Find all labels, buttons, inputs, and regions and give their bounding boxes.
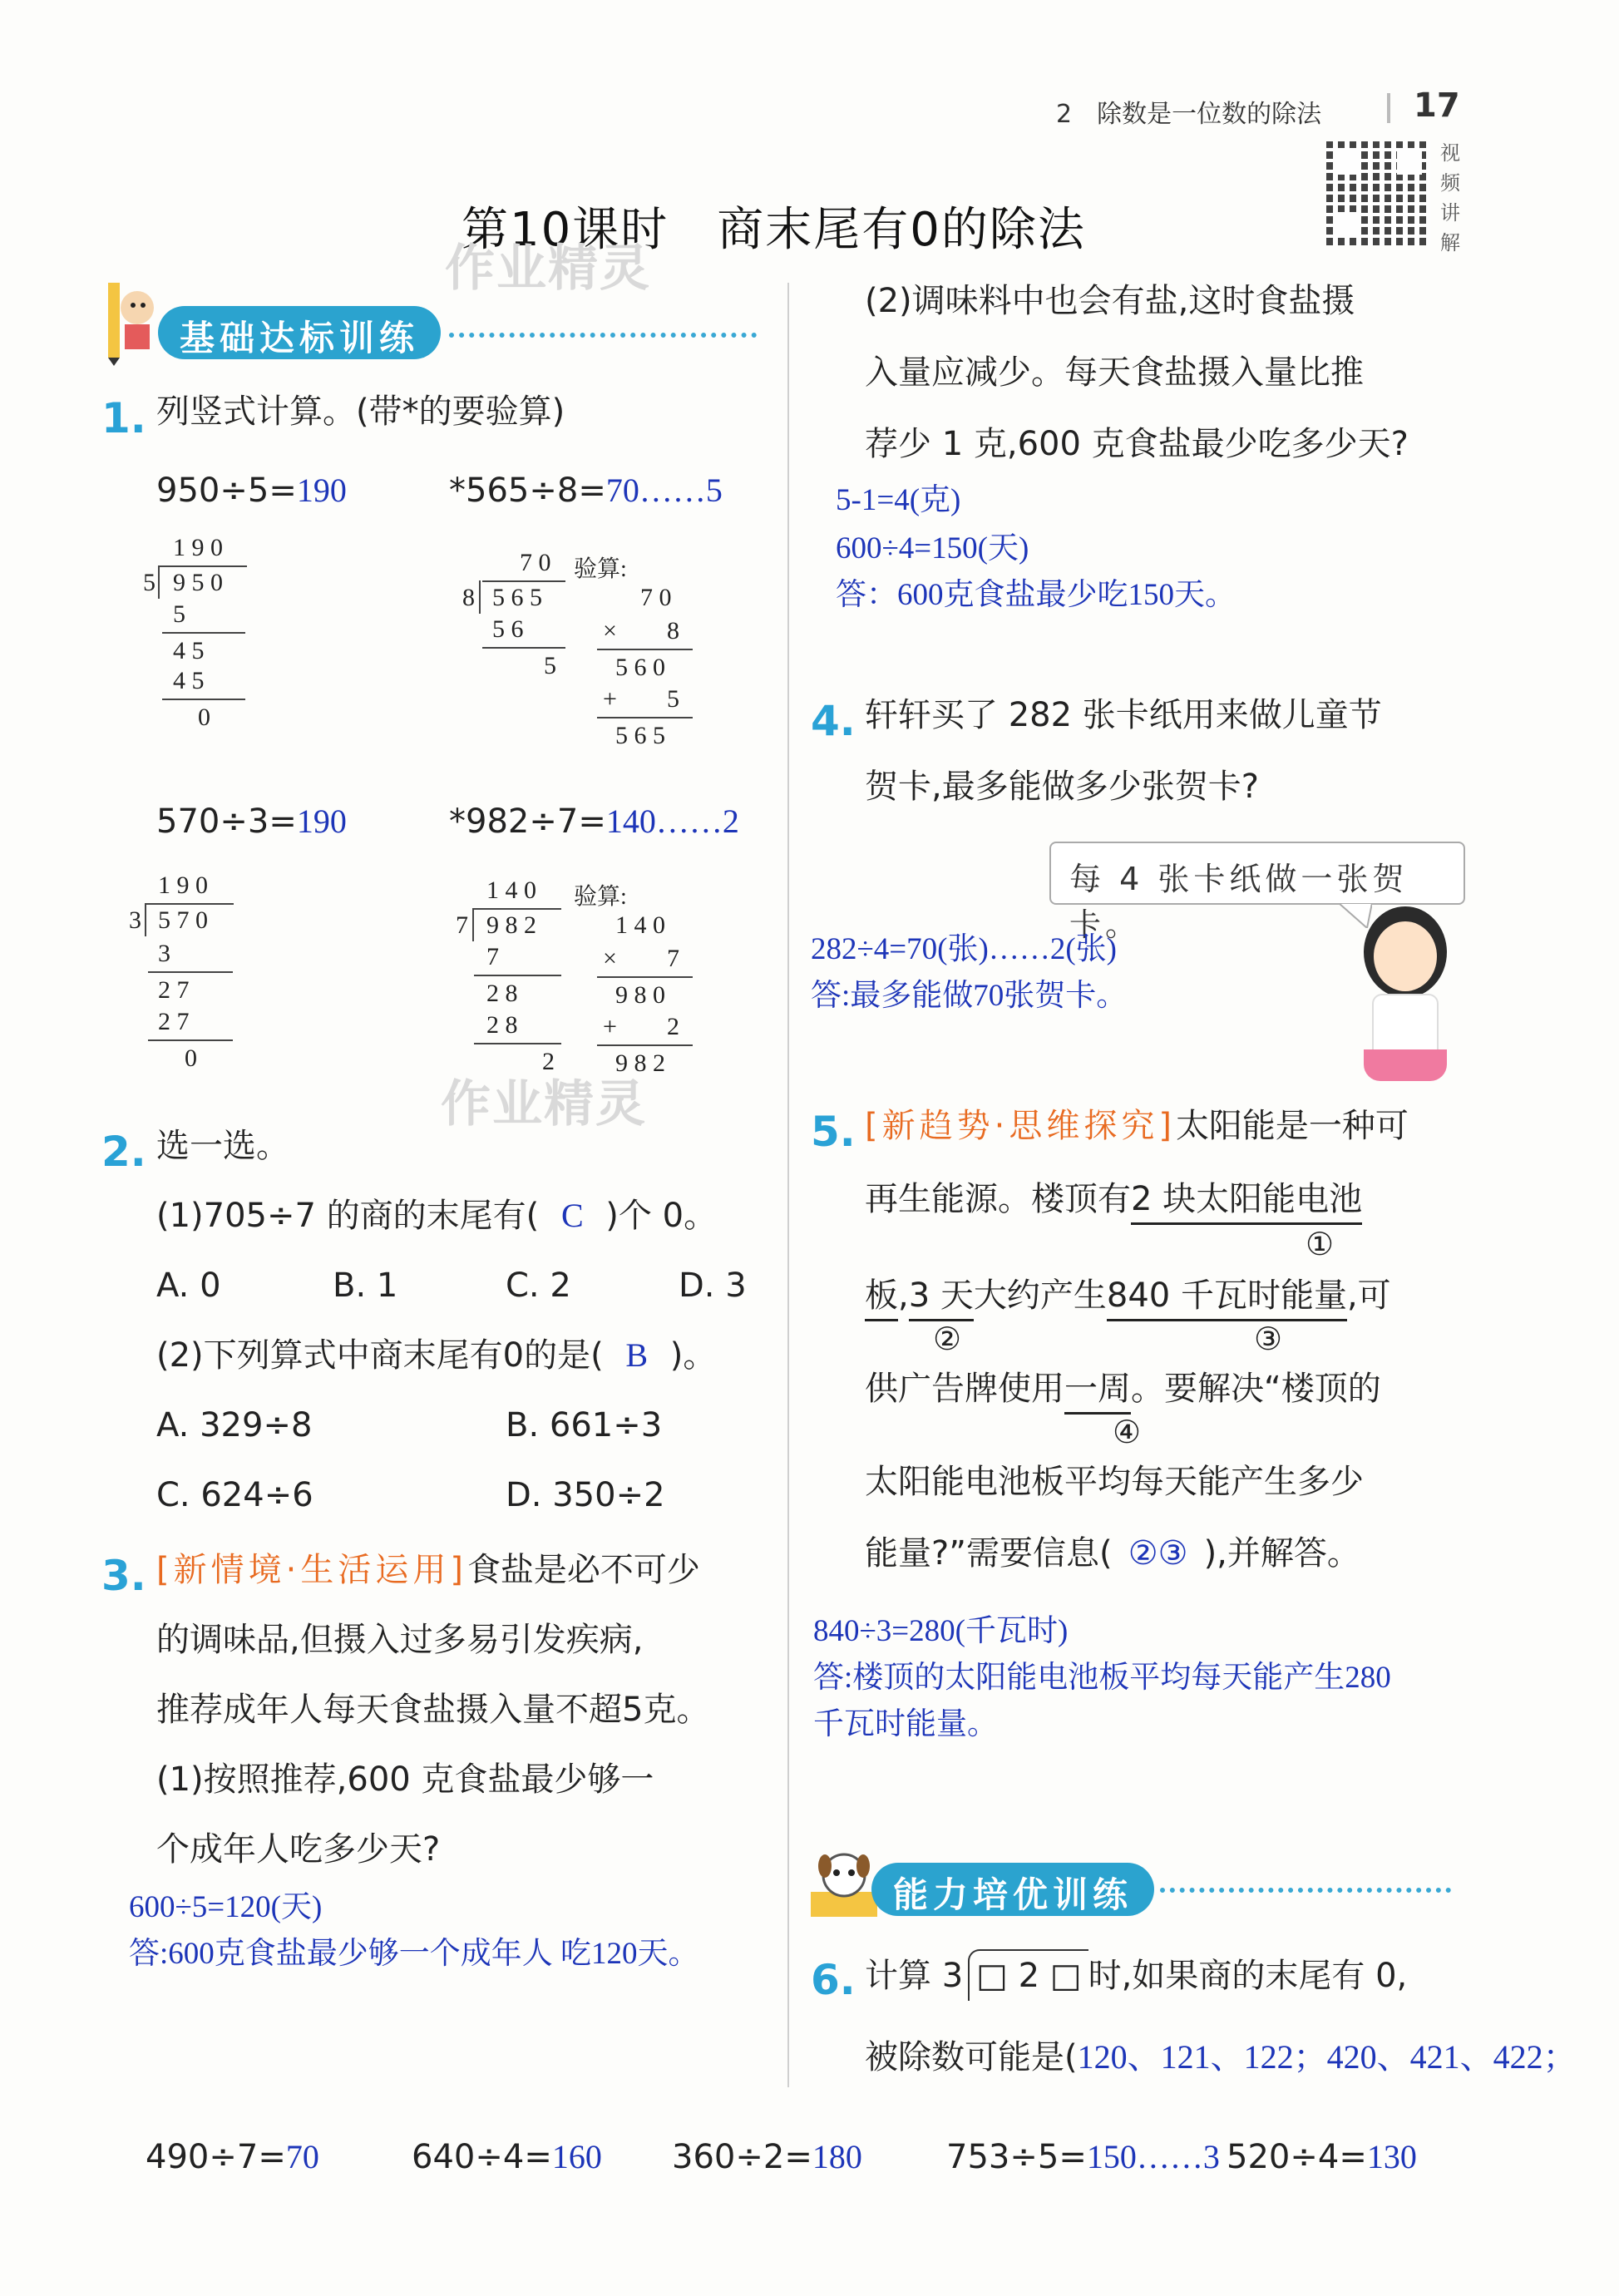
circled-number: ④ xyxy=(1113,1414,1142,1450)
choice-option: C. 2 xyxy=(506,1267,571,1305)
circled-number: ① xyxy=(1306,1226,1335,1262)
question-text: 入量应减少。每天食盐摄入量比推 xyxy=(865,353,1364,392)
circled-number: ② xyxy=(933,1321,962,1357)
choice-option: C. 624÷6 xyxy=(156,1476,313,1514)
answer-line: 答:最多能做70张贺卡。 xyxy=(811,979,1128,1013)
question-number: 1. xyxy=(101,394,146,442)
choice-stem: (2)下列算式中商末尾有0的是( B )。 xyxy=(156,1331,716,1380)
question-number: 3. xyxy=(101,1552,146,1600)
question-text: [新情境·生活运用]食盐是必不可少 xyxy=(156,1551,700,1589)
answer-line: 答：600克食盐最少吃150天。 xyxy=(836,578,1236,612)
answer-line: 答:600克食盐最少够一个成年人 吃120天。 xyxy=(129,1937,699,1971)
page-title: 第10课时 商末尾有0的除法 xyxy=(462,203,1086,257)
answer-line: 答:楼顶的太阳能电池板平均每天能产生280 xyxy=(813,1661,1391,1695)
choice-option: A. 0 xyxy=(156,1267,221,1305)
answer-line: 282÷4=70(张)……2(张) xyxy=(811,932,1117,966)
section-banner-basic: 基础达标训练 xyxy=(158,306,441,359)
question-text: (1)按照推荐,600 克食盐最少够一 xyxy=(156,1760,654,1799)
circled-number: ③ xyxy=(1254,1321,1283,1357)
answer-line: 840÷3=280(千瓦时) xyxy=(813,1614,1069,1648)
fill-answer[interactable]: ②③ xyxy=(1128,1534,1188,1572)
oral-calc-item: 640÷4=160 xyxy=(412,2138,602,2176)
page-number: 17 xyxy=(1414,86,1460,125)
question-text: 个成年人吃多少天? xyxy=(156,1830,441,1869)
fill-answer[interactable]: 120、121、122；420、421、422； xyxy=(1077,2038,1577,2076)
question-number: 6. xyxy=(811,1956,856,2004)
choice-option: D. 350÷2 xyxy=(506,1476,665,1514)
watermark: 作业精灵 xyxy=(441,1075,647,1133)
oral-calc-item: 360÷2=180 xyxy=(672,2138,862,2176)
oral-calc-item: 753÷5=150……3 xyxy=(946,2138,1220,2176)
question-text: 能量?”需要信息( ②③ ),并解答。 xyxy=(865,1528,1360,1578)
workbook-page: 2 除数是一位数的除法 17 视频讲解 第10课时 商末尾有0的除法 作业精灵 作业精灵 基础达标训练 1. 列竖式计算。(带*的要验算) 950÷5=190 *565÷8=70……5 1 9 0 5 9 5 0 5 4 5 4 5 0 7 0 验算: 8 5 6 5 5 6 5 7 0 × 8 5 6 0 + 5 5 6 5 570÷3=190 *982÷7=140……2 1 9 0 3 5 7 0 3 2 7 2 7 0 1 4 0 验算: 7 9 8 2 7 2 8 2 8 2 1 4 0 × 7 9 8 0 + 2 9 8 2 2. 选一选。 (1)705÷7 的商的末尾有( C )个 0。 A. 0 B. 1 C. 2 D. 3 (2)下列算式中商末尾有0的是( B )。 A. 329÷8 B. 661÷3 C. 624÷6 D. 350÷2 3. [新情境·生活运用]食盐是必不可少 的调味品,但摄入过多易引发疾病, 推荐成年人每天食盐摄入量不超5克。 (1)按照推荐,600 克食盐最少够一 个成年人吃多少天? 600÷5=120(天) 答:600克食盐最少够一个成年人 吃120天。 (2)调味料中也会有盐,这时食盐摄 入量应减少。每天食盐摄入量比推 荐少 1 克,600 克食盐最少吃多少天? 5-1=4(克) 600÷4=150(天) 答：600克食盐最少吃150天。 4. 轩轩买了 282 张卡纸用来做儿童节 贺卡,最多能做多少张贺卡? 每 4 张卡纸做一张贺卡。 282÷4=70(张)……2(张) 答:最多能做70张贺卡。 5. [新趋势·思维探究]太阳能是一种可 再生能源。楼顶有2 块太阳能电池 ① 板,3 天大约产生840 千瓦时能量,可 ② ③ 供广告牌使用一周。要解决“楼顶的 ④ 太阳能电池板平均每天能产生多少 能量?”需要信息( ②③ ),并解答。 840÷3=280(千瓦时) 答:楼顶的太阳能电池板平均每天能产生280 千瓦时能量。 能力培优训练 6. 计算 3 □ 2 □ 时,如果商的末尾有 0, 被除数可能是(120、121、122；420、421、422； 490÷7=70 640÷4=160 360÷2=180 753÷5=150……3 520÷4=130 xyxy=(0,0,1619,2296)
mascot-dog-icon xyxy=(807,1846,881,1921)
question-text: 轩轩买了 282 张卡纸用来做儿童节 xyxy=(865,696,1382,734)
question-text: 贺卡,最多能做多少张贺卡? xyxy=(865,768,1259,806)
calc-item: *565÷8=70……5 xyxy=(449,472,723,510)
question-text: 荐少 1 克,600 克食盐最少吃多少天? xyxy=(865,425,1409,463)
question-text: 板,3 天大约产生840 千瓦时能量,可 xyxy=(865,1271,1391,1321)
mascot-pencil-icon xyxy=(100,274,158,366)
choice-option: A. 329÷8 xyxy=(156,1406,313,1444)
answer-line: 5-1=4(克) xyxy=(836,483,961,517)
choice-answer[interactable]: B xyxy=(625,1336,649,1374)
qr-label: 视频讲解 xyxy=(1440,141,1460,254)
choice-option: D. 3 xyxy=(679,1267,747,1305)
answer-line: 600÷5=120(天) xyxy=(129,1890,323,1924)
header-divider xyxy=(1387,93,1390,123)
question-text: 计算 3 □ 2 □ 时,如果商的末尾有 0, xyxy=(865,1949,1407,2001)
section-banner-advanced: 能力培优训练 xyxy=(871,1863,1154,1916)
choice-answer[interactable]: C xyxy=(560,1197,584,1234)
question-number: 5. xyxy=(811,1108,856,1156)
answer-line: 千瓦时能量。 xyxy=(813,1707,998,1741)
question-number: 4. xyxy=(811,697,856,745)
girl-body-icon xyxy=(1372,994,1439,1052)
watermark: 作业精灵 xyxy=(445,239,651,298)
section-dots xyxy=(1160,1888,1451,1893)
speech-bubble: 每 4 张卡纸做一张贺卡。 xyxy=(1049,842,1465,905)
answer-line: 600÷4=150(天) xyxy=(836,531,1029,565)
qr-code-icon[interactable] xyxy=(1326,141,1430,245)
long-division-frame: □ 2 □ xyxy=(968,1949,1088,2001)
girl-skirt-icon xyxy=(1364,1049,1447,1081)
question-text: (2)调味料中也会有盐,这时食盐摄 xyxy=(865,282,1355,320)
calc-item: 570÷3=190 xyxy=(156,802,347,841)
question-text: 太阳能电池板平均每天能产生多少 xyxy=(865,1463,1364,1501)
column-divider xyxy=(787,283,789,2087)
oral-calc-item: 520÷4=130 xyxy=(1227,2138,1417,2176)
calc-item: 950÷5=190 xyxy=(156,472,347,510)
question-text: [新趋势·思维探究]太阳能是一种可 xyxy=(865,1107,1409,1145)
oral-calc-item: 490÷7=70 xyxy=(146,2138,319,2176)
question-text: 的调味品,但摄入过多易引发疾病, xyxy=(156,1621,644,1659)
choice-stem: (1)705÷7 的商的末尾有( C )个 0。 xyxy=(156,1191,717,1241)
question-text: 再生能源。楼顶有2 块太阳能电池 xyxy=(865,1174,1362,1225)
section-dots xyxy=(449,333,757,338)
calc-item: *982÷7=140……2 xyxy=(449,802,739,841)
question-text: 推荐成年人每天食盐摄入量不超5克。 xyxy=(156,1691,710,1729)
question-text: 选一选。 xyxy=(156,1127,289,1165)
chapter-heading: 2 除数是一位数的除法 xyxy=(1056,100,1322,129)
girl-face-icon xyxy=(1374,921,1437,991)
question-text: 被除数可能是(120、121、122；420、421、422； xyxy=(865,2038,1577,2076)
question-text: 列竖式计算。(带*的要验算) xyxy=(156,393,565,431)
bubble-tail-icon xyxy=(1339,903,1372,928)
question-number: 2. xyxy=(101,1128,146,1176)
choice-option: B. 661÷3 xyxy=(506,1406,663,1444)
choice-option: B. 1 xyxy=(333,1267,398,1305)
question-text: 供广告牌使用一周。要解决“楼顶的 xyxy=(865,1364,1381,1415)
